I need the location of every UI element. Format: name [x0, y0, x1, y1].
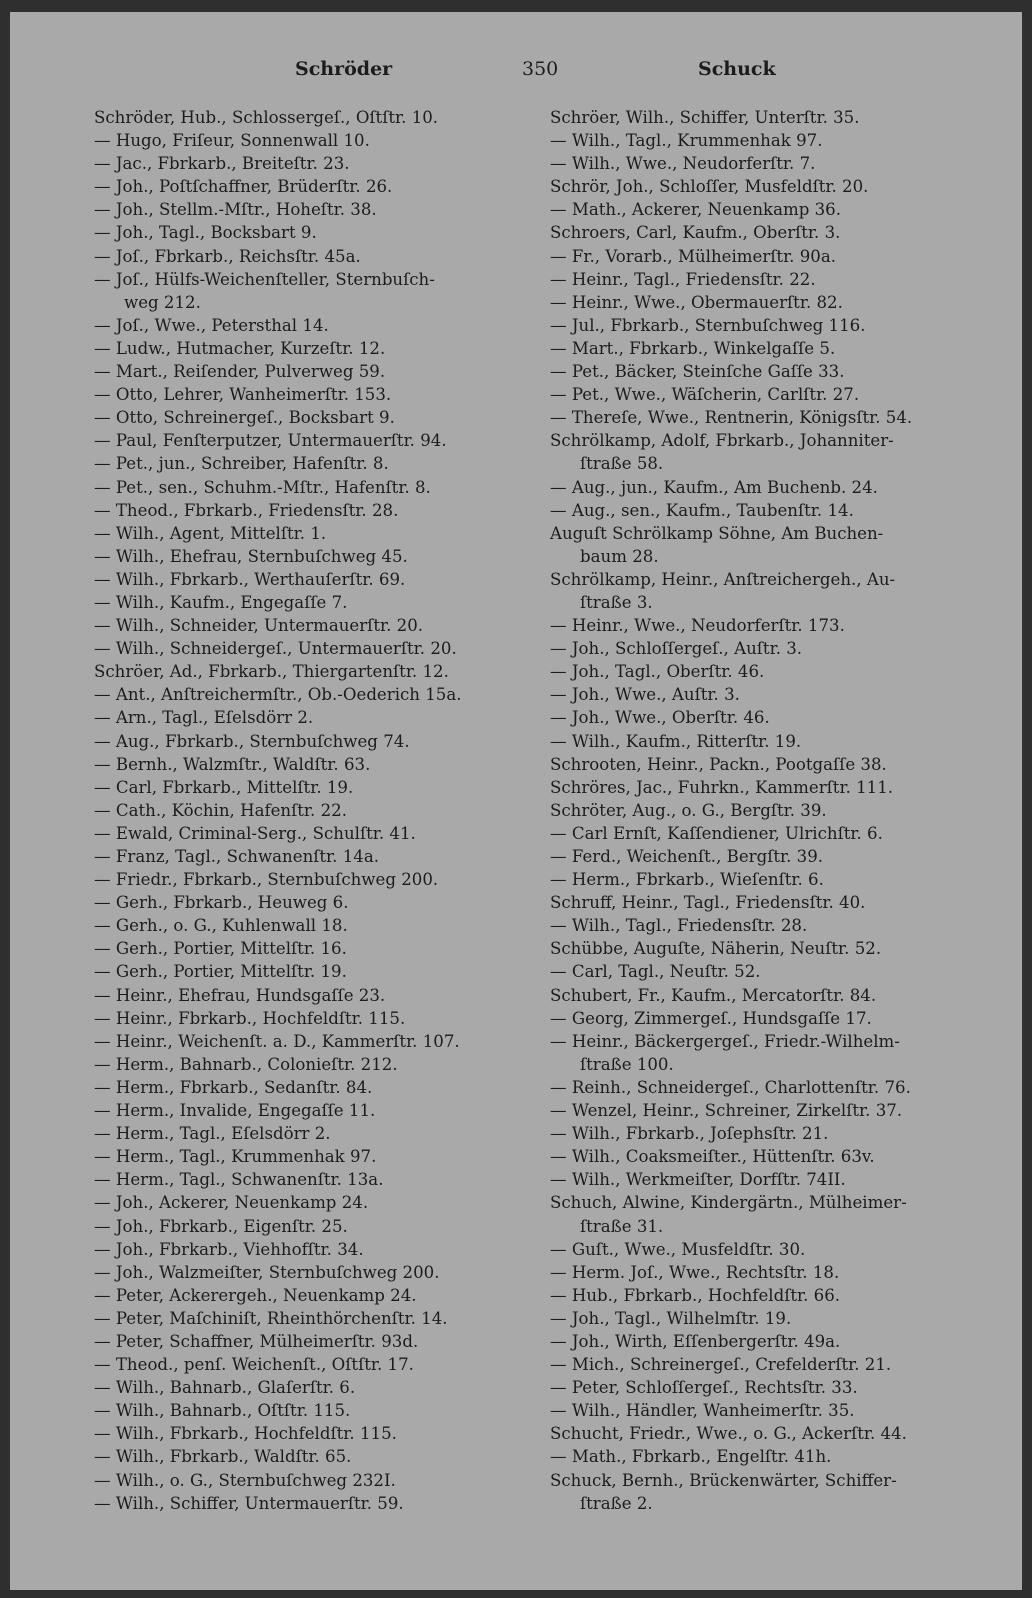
directory-entry: — Wilh., Bahnarb., Glaſerſtr. 6. [94, 1378, 356, 1398]
directory-entry: — Heinr., Tagl., Friedensſtr. 22. [550, 269, 816, 289]
directory-entry: Schrooten, Heinr., Packn., Pootgaſſe 38. [550, 754, 887, 774]
directory-entry: Schübbe, Auguſte, Näherin, Neuſtr. 52. [550, 939, 882, 959]
directory-entry: — Franz, Tagl., Schwanenſtr. 14a. [94, 847, 380, 866]
page-number: 350 [522, 58, 559, 80]
directory-entry: — Wilh., Händler, Wanheimerſtr. 35. [550, 1401, 855, 1421]
directory-entry: — Joh., Ackerer, Neuenkamp 24. [94, 1193, 369, 1213]
directory-entry: — Wilh., Coaksmeiſter., Hüttenſtr. 63v. [550, 1147, 875, 1167]
directory-entry: — Theod., penſ. Weichenſt., Oſtſtr. 17. [94, 1355, 414, 1375]
directory-entry: — Aug., jun., Kaufm., Am Buchenb. 24. [550, 477, 878, 497]
directory-entry: — Math., Fbrkarb., Engelſtr. 41h. [550, 1447, 832, 1467]
directory-entry: — Herm., Tagl., Schwanenſtr. 13a. [94, 1170, 384, 1190]
directory-entry: — Mart., Reiſender, Pulverweg 59. [94, 362, 386, 382]
directory-entry: — Joh., Tagl., Bocksbart 9. [94, 223, 317, 243]
directory-entry: — Wilh., Kaufm., Ritterſtr. 19. [550, 731, 802, 751]
directory-entry: — Ewald, Criminal-Serg., Schulſtr. 41. [94, 823, 416, 843]
directory-entry: — Heinr., Ehefrau, Hundsgaſſe 23. [94, 985, 386, 1005]
directory-entry: Schroers, Carl, Kaufm., Oberſtr. 3. [550, 223, 841, 243]
page-header [10, 58, 1022, 82]
directory-entry: — Gerh., Portier, Mittelſtr. 16. [94, 939, 347, 959]
header-right-name: Schuck [698, 58, 776, 80]
directory-entry: — Wilh., Kaufm., Engegaſſe 7. [94, 592, 348, 612]
directory-entry: — Otto, Lehrer, Wanheimerſtr. 153. [94, 385, 392, 405]
directory-entry: — Peter, Schaffner, Mülheimerſtr. 93d. [94, 1331, 419, 1351]
directory-entry: — Joſ., Hülfs-Weichenſteller, Sternbuſch- [94, 269, 435, 289]
left-column [94, 106, 524, 1515]
directory-entry: — Bernh., Walzmſtr., Waldſtr. 63. [94, 754, 371, 774]
directory-entry: — Joh., Walzmeiſter, Sternbuſchweg 200. [94, 1262, 440, 1282]
directory-entry: — Reinh., Schneidergeſ., Charlottenſtr. 76. [550, 1077, 911, 1097]
directory-entry: — Heinr., Fbrkarb., Hochfeldſtr. 115. [94, 1008, 406, 1028]
directory-entry: — Ferd., Weichenſt., Bergſtr. 39. [550, 847, 824, 866]
directory-entry: ſtraße 100. [580, 1054, 674, 1074]
directory-entry: — Joh., Fbrkarb., Viehhofſtr. 34. [94, 1239, 364, 1259]
directory-entry: — Herm., Fbrkarb., Sedanſtr. 84. [94, 1077, 373, 1097]
directory-entry: — Wilh., Ehefrau, Sternbuſchweg 45. [94, 546, 408, 566]
directory-entry: — Paul, Fenſterputzer, Untermauerſtr. 94. [94, 431, 447, 451]
directory-entry: — Herm. Joſ., Wwe., Rechtsſtr. 18. [550, 1262, 840, 1282]
directory-entry: Schuch, Alwine, Kindergärtn., Mülheimer- [550, 1193, 907, 1213]
directory-entry: — Joh., Wirth, Eſſenbergerſtr. 49a. [550, 1331, 841, 1351]
directory-entry: — Ant., Anſtreichermſtr., Ob.-Oederich 15a. [94, 685, 462, 705]
directory-entry: — Wilh., Werkmeiſter, Dorfſtr. 74II. [550, 1170, 846, 1190]
directory-entry: — Carl Ernſt, Kaſſendiener, Ulrichſtr. 6. [550, 823, 883, 843]
directory-entry: Auguſt Schrölkamp Söhne, Am Buchen- [550, 523, 884, 543]
directory-entry: — Wilh., Bahnarb., Oſtſtr. 115. [94, 1401, 351, 1421]
directory-entry: ſtraße 58. [580, 454, 664, 474]
directory-entry: — Gerh., Portier, Mittelſtr. 19. [94, 962, 347, 982]
directory-entry: — Peter, Maſchiniſt, Rheinthörchenſtr. 14. [94, 1308, 448, 1328]
directory-entry: — Georg, Zimmergeſ., Hundsgaſſe 17. [550, 1008, 872, 1028]
directory-entry: Schrör, Joh., Schloſſer, Musfeldſtr. 20. [550, 177, 869, 197]
directory-entry: Schrölkamp, Heinr., Anſtreichergeh., Au- [550, 569, 896, 589]
directory-entry: — Herm., Bahnarb., Colonieſtr. 212. [94, 1054, 398, 1074]
directory-entry: Schröer, Ad., Fbrkarb., Thiergartenſtr. 12. [94, 662, 449, 682]
directory-entry: — Joh., Tagl., Oberſtr. 46. [550, 662, 765, 682]
directory-entry: — Joh., Stellm.-Mſtr., Hoheſtr. 38. [94, 200, 377, 220]
directory-entry: — Heinr., Wwe., Neudorferſtr. 173. [550, 616, 845, 636]
directory-entry: Schuck, Bernh., Brückenwärter, Schiffer- [550, 1470, 897, 1490]
directory-entry: — Wilh., o. G., Sternbuſchweg 232I. [94, 1470, 396, 1490]
directory-entry: — Wilh., Schneider, Untermauerſtr. 20. [94, 616, 424, 636]
directory-entry: — Pet., sen., Schuhm.-Mſtr., Hafenſtr. 8. [94, 477, 431, 497]
directory-entry: — Guſt., Wwe., Musfeldſtr. 30. [550, 1239, 806, 1259]
directory-entry: — Wilh., Fbrkarb., Werthauſerſtr. 69. [94, 569, 406, 589]
directory-entry: — Mart., Fbrkarb., Winkelgaſſe 5. [550, 338, 836, 358]
directory-entry: Schucht, Friedr., Wwe., o. G., Ackerſtr. 44. [550, 1424, 907, 1444]
directory-entry: Schröter, Aug., o. G., Bergſtr. 39. [550, 800, 827, 820]
directory-entry: — Joh., Tagl., Wilhelmſtr. 19. [550, 1308, 792, 1328]
directory-entry: Schröer, Wilh., Schiffer, Unterſtr. 35. [550, 108, 860, 127]
directory-entry: — Arn., Tagl., Eſelsdörr 2. [94, 708, 314, 728]
directory-entry: — Pet., Wwe., Wäſcherin, Carlſtr. 27. [550, 385, 860, 405]
directory-entry: — Wilh., Fbrkarb., Hochfeldſtr. 115. [94, 1424, 397, 1444]
directory-entry: — Wilh., Tagl., Krummenhak 97. [550, 131, 823, 151]
directory-entry: — Wenzel, Heinr., Schreiner, Zirkelſtr. 37. [550, 1101, 903, 1121]
directory-entry: — Joh., Poſtſchaffner, Brüderſtr. 26. [94, 177, 393, 197]
directory-entry: — Joſ., Wwe., Petersthal 14. [94, 315, 329, 335]
directory-entry: — Joh., Schloſſergeſ., Auſtr. 3. [550, 639, 803, 659]
directory-entry: — Joh., Fbrkarb., Eigenſtr. 25. [94, 1216, 348, 1236]
directory-entry: baum 28. [580, 546, 659, 566]
directory-entry: — Heinr., Wwe., Obermauerſtr. 82. [550, 292, 843, 312]
directory-entry: — Wilh., Schiffer, Untermauerſtr. 59. [94, 1493, 404, 1513]
directory-entry: — Herm., Invalide, Engegaſſe 11. [94, 1101, 376, 1121]
directory-entry: — Aug., sen., Kaufm., Taubenſtr. 14. [550, 500, 854, 520]
directory-entry: — Joſ., Fbrkarb., Reichsſtr. 45a. [94, 246, 361, 266]
directory-entry: — Hub., Fbrkarb., Hochfeldſtr. 66. [550, 1285, 841, 1305]
directory-entry: Schubert, Fr., Kaufm., Mercatorſtr. 84. [550, 985, 877, 1005]
directory-entry: — Wilh., Fbrkarb., Waldſtr. 65. [94, 1447, 352, 1467]
directory-entry: — Carl, Tagl., Neuſtr. 52. [550, 962, 761, 982]
directory-entry: — Wilh., Wwe., Neudorferſtr. 7. [550, 154, 816, 174]
directory-entry: — Otto, Schreinergeſ., Bocksbart 9. [94, 408, 395, 428]
directory-entry: — Ludw., Hutmacher, Kurzeſtr. 12. [94, 338, 386, 358]
directory-entry: — Peter, Ackerergeh., Neuenkamp 24. [94, 1285, 417, 1305]
directory-page [10, 12, 1022, 1590]
directory-entry: — Herm., Tagl., Eſelsdörr 2. [94, 1124, 331, 1144]
directory-entry: — Heinr., Bäckergergeſ., Friedr.-Wilhelm- [550, 1031, 900, 1051]
header-left-name: Schröder [295, 58, 393, 80]
directory-entry: Schruff, Heinr., Tagl., Friedensſtr. 40. [550, 893, 866, 913]
directory-entry: — Wilh., Agent, Mittelſtr. 1. [94, 523, 327, 543]
directory-entry: ſtraße 31. [580, 1216, 664, 1236]
directory-entry: — Wilh., Schneidergeſ., Untermauerſtr. 20. [94, 639, 457, 659]
directory-entry: Schrölkamp, Adolf, Fbrkarb., Johanniter- [550, 431, 894, 451]
right-column [550, 106, 990, 1515]
directory-entry: — Cath., Köchin, Hafenſtr. 22. [94, 800, 347, 820]
directory-entry: — Math., Ackerer, Neuenkamp 36. [550, 200, 841, 220]
directory-entry: — Herm., Fbrkarb., Wieſenſtr. 6. [550, 870, 824, 890]
directory-entry: — Wilh., Tagl., Friedensſtr. 28. [550, 916, 808, 936]
directory-entry: — Joh., Wwe., Oberſtr. 46. [550, 708, 770, 728]
directory-entry: — Carl, Fbrkarb., Mittelſtr. 19. [94, 777, 354, 797]
directory-entry: — Pet., jun., Schreiber, Hafenſtr. 8. [94, 454, 389, 474]
directory-entry: — Theod., Fbrkarb., Friedensſtr. 28. [94, 500, 399, 520]
directory-entry: — Mich., Schreinergeſ., Crefelderſtr. 21. [550, 1355, 892, 1375]
directory-entry: — Friedr., Fbrkarb., Sternbuſchweg 200. [94, 870, 439, 890]
directory-entry: weg 212. [124, 292, 201, 312]
directory-entry: — Jul., Fbrkarb., Sternbuſchweg 116. [550, 315, 866, 335]
directory-entry: Schröder, Hub., Schlossergeſ., Oſtſtr. 10. [94, 108, 439, 127]
directory-entry: Schröres, Jac., Fuhrkn., Kammerſtr. 111. [550, 777, 894, 797]
directory-entry: ſtraße 3. [580, 592, 653, 612]
directory-entry: — Hugo, Friſeur, Sonnenwall 10. [94, 131, 370, 151]
directory-entry: — Pet., Bäcker, Steinſche Gaſſe 33. [550, 362, 845, 382]
directory-entry: — Aug., Fbrkarb., Sternbuſchweg 74. [94, 731, 410, 751]
directory-entry: — Gerh., Fbrkarb., Heuweg 6. [94, 893, 349, 913]
directory-entry: — Joh., Wwe., Auſtr. 3. [550, 685, 740, 705]
directory-entry: — Heinr., Weichenſt. a. D., Kammerſtr. 107. [94, 1031, 460, 1051]
directory-entry: — Peter, Schloſſergeſ., Rechtsſtr. 33. [550, 1378, 858, 1398]
directory-entry: ſtraße 2. [580, 1493, 653, 1513]
directory-entry: — Jac., Fbrkarb., Breiteſtr. 23. [94, 154, 350, 174]
directory-entry: — Gerh., o. G., Kuhlenwall 18. [94, 916, 348, 936]
directory-entry: — Thereſe, Wwe., Rentnerin, Königsſtr. 54. [550, 408, 913, 428]
directory-entry: — Wilh., Fbrkarb., Joſephsſtr. 21. [550, 1124, 829, 1144]
directory-entry: — Fr., Vorarb., Mülheimerſtr. 90a. [550, 246, 837, 266]
directory-entry: — Herm., Tagl., Krummenhak 97. [94, 1147, 377, 1167]
